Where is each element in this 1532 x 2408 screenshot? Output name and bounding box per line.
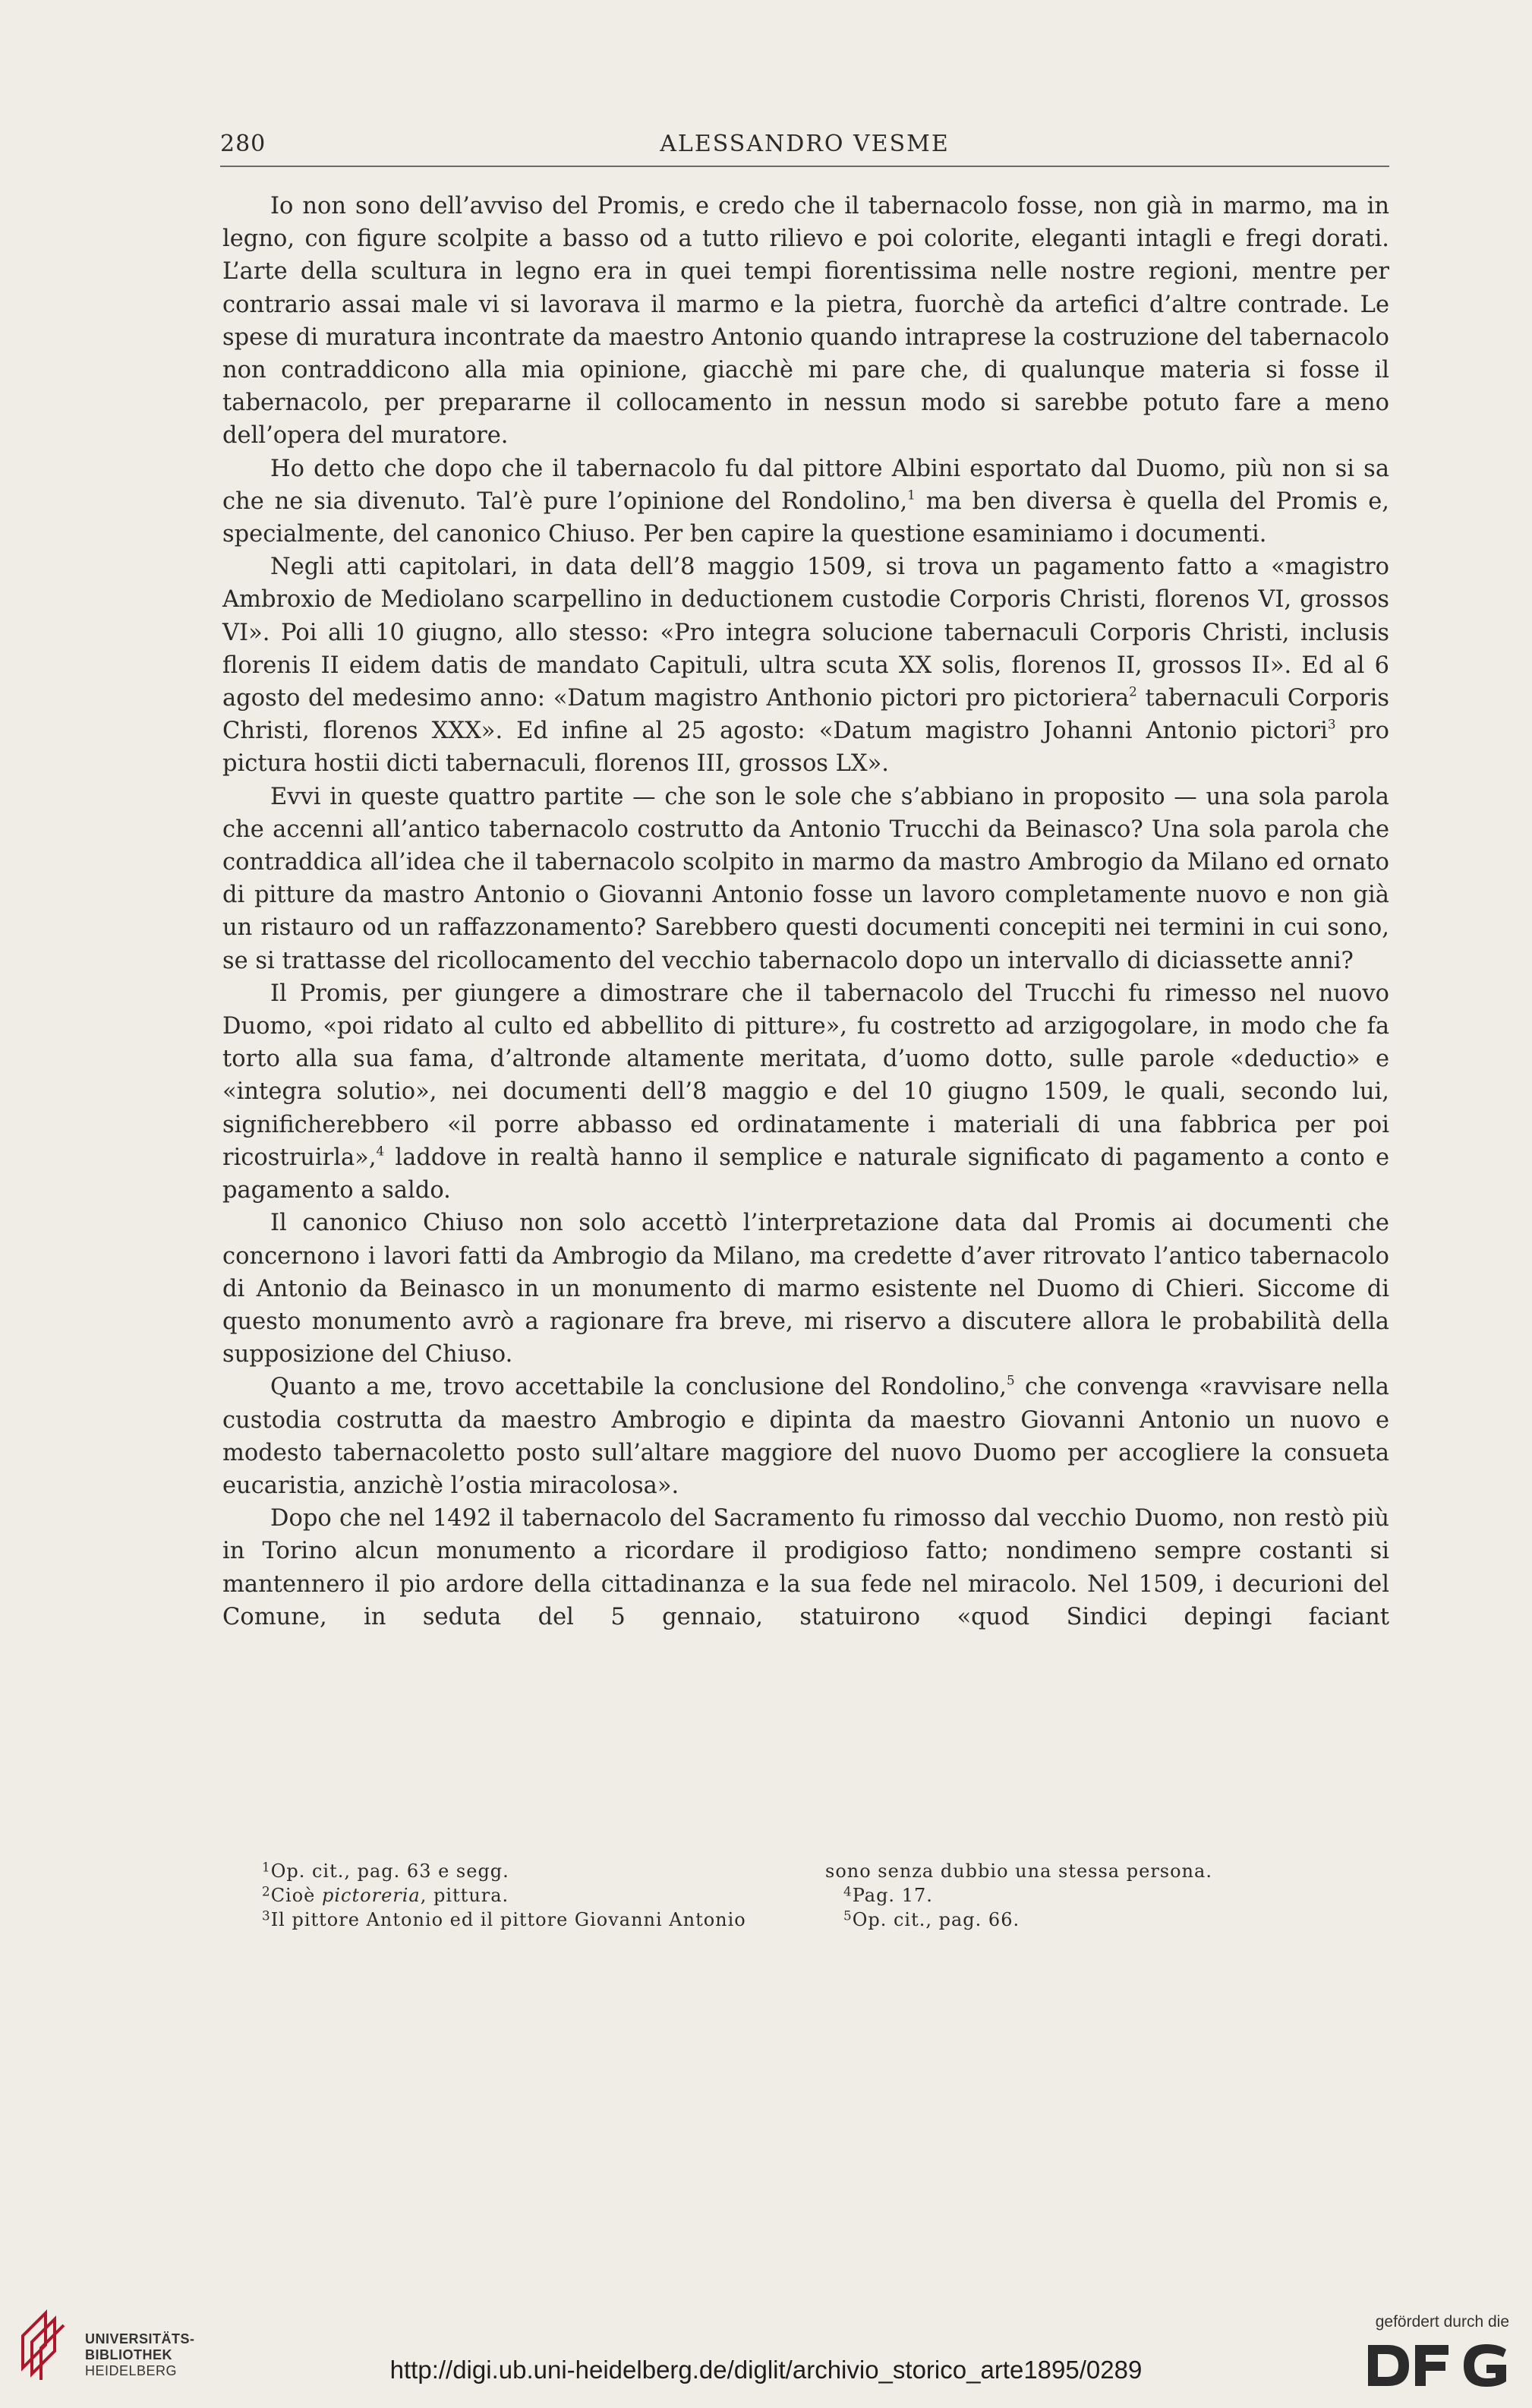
sponsor-text: gefördert durch die <box>1375 2313 1509 2331</box>
footnote: $^3$Il pittore Antonio ed il pittore Giovanni Antonio <box>262 1908 746 1930</box>
paragraph: Ho detto che dopo che il tabernacolo fu dal pittore Albini esportato dal Duomo, più non si sa che ne sia divenuto. Tal’è pure l’opinione del Rondolino,$^1$ ma ben diversa è quella del Promis e, specialmente, del canonico Chiuso. Per ben capire la questione esaminiamo i documenti. <box>222 455 1389 548</box>
page-header <box>220 128 1389 167</box>
digitization-footer <box>0 2301 1532 2408</box>
paragraph: Negli atti capitolari, in data dell’8 maggio 1509, si trova un pagamento fatto a «magistro Ambroxio de Mediolano scarpellino in deductionem custodie Corporis Christi, florenos VI, grossos VI». Poi alli 10 giugno, allo stesso: «Pro integra solucione tabernaculi Corporis Christi, inclusis florenis II eidem datis de mandato Capituli, ultra scuta XX solis, florenos II, grossos II». Ed al 6 agosto del medesimo anno: «Datum magistro Anthonio pictori pro pictoriera$^2$ tabernaculi Corporis Christi, florenos XXX». Ed infine al 25 agosto: «Datum magistro Johanni Antonio pictori$^3$ pro pictura hostii dicti tabernaculi, florenos III, grossos LX». <box>222 554 1389 778</box>
body-text <box>222 190 1389 1633</box>
footnote: $^2$Cioè pictoreria, pittura. <box>262 1883 509 1906</box>
paragraph: Evvi in queste quattro partite — che son le sole che s’abbiano in proposito — una sola parola che accenni all’antico tabernacolo costrutto da Antonio Trucchi da Beinasco? Una sola parola che contraddica all’idea che il tabernacolo scolpito in marmo da mastro Ambrogio da Milano ed ornato di pitture da mastro Antonio o Giovanni Antonio fosse un lavoro completamente nuovo e non già un ristauro od un raffazzonamento? Sarebbero questi documenti concepiti nei termini in cui sono, se si trattasse del ricollocamento del vecchio tabernacolo dopo un intervallo di diciassette anni? <box>222 783 1389 974</box>
footnote-ref: 3 <box>1327 716 1336 732</box>
footnote: $^1$Op. cit., pag. 63 e segg. <box>262 1859 509 1882</box>
footnote: $^4$Pag. 17. <box>843 1883 933 1906</box>
paragraph: Il canonico Chiuso non solo accettò l’interpretazione data dal Promis ai documenti che concernono i lavori fatti da Ambrogio da Milano, ma credette d’aver ritrovato l’antico tabernacolo di Antonio da Beinasco in un monumento di marmo esistente nel Duomo di Chieri. Siccome di questo monumento avrò a ragionare fra breve, mi riservo a discutere allora le probabilità della supposizione del Chiuso. <box>222 1210 1389 1368</box>
footnote-ref: 5 <box>1006 1372 1015 1388</box>
page-number: 280 <box>220 131 266 157</box>
footnotes-right-column <box>825 1859 1319 1932</box>
running-title: ALESSANDRO VESME <box>660 131 950 157</box>
paragraph: Il Promis, per giungere a dimostrare che il tabernacolo del Trucchi fu rimesso nel nuovo Duomo, «poi ridato al culto ed abbellito di pitture», fu costretto ad arzigogolare, in modo che fa torto alla sua fama, d’altronde altamente meritata, d’uomo dotto, sulle parole «deductio» e «integra solutio», nei documenti dell’8 maggio e del 10 giugno 1509, le quali, secondo lui, significherebbero «il porre abbasso ed ordinatamente i materiali di una fabbrica per poi ricostruirla»,$^4$ laddove in realtà hanno il semplice e naturale significato di pagamento a conto e pagamento a saldo. <box>222 980 1389 1204</box>
footnote: $^5$Op. cit., pag. 66. <box>843 1908 1020 1930</box>
footnote-ref: 1 <box>907 487 916 503</box>
footnotes-left-column <box>262 1859 755 1932</box>
footnote-continuation: sono senza dubbio una stessa persona. <box>825 1860 1212 1882</box>
paragraph: Quanto a me, trovo accettabile la conclusione del Rondolino,$^5$ che convenga «ravvisare nella custodia costrutta da maestro Ambrogio e dipinta da maestro Giovanni Antonio un nuovo e modesto tabernacoletto posto sull’altare maggiore del nuovo Duomo per accogliere la consueta eucaristia, anzichè l’ostia miracolosa». <box>222 1372 1389 1499</box>
paragraph: Io non sono dell’avviso del Promis, e credo che il tabernacolo fosse, non già in marmo, ma in legno, con figure scolpite a basso od a tutto rilievo e poi colorite, eleganti intagli e fregi dorati. L’arte della scultura in legno era in quei tempi fiorentissima nelle nostre regioni, mentre per contrario assai male vi si lavorava il marmo e la pietra, fuorchè da artefici d’altre contrade. Le spese di muratura incontrate da maestro Antonio quando intraprese la costruzione del tabernacolo non contraddicono alla mia opinione, giacchè mi pare che, di qualunque materia si fosse il tabernacolo, per prepararne il collocamento in nessun modo si sarebbe potuto fare a meno dell’opera del muratore. <box>222 193 1389 450</box>
paragraph: Dopo che nel 1492 il tabernacolo del Sacramento fu rimosso dal vecchio Duomo, non restò più in Torino alcun monumento a ricordare il prodigioso fatto; nondimeno sempre costanti si mantennero il pio ardore della cittadinanza e la sua fede nel miracolo. Nel 1509, i decurioni del Comune, in seduta del 5 gennaio, statuirono «quod Sindici depingi faciant <box>222 1505 1389 1630</box>
footnote-ref: 2 <box>1129 683 1137 699</box>
footnote-ref: 4 <box>376 1143 385 1159</box>
sponsor <box>1335 2313 1509 2392</box>
permalink[interactable]: http://digi.ub.uni-heidelberg.de/diglit/archivio_storico_arte1895/0289 <box>389 2356 1143 2384</box>
library-name: UNIVERSITÄTS- BIBLIOTHEK HEIDELBERG <box>85 2331 195 2378</box>
dfg-logo-icon[interactable] <box>1365 2342 1509 2389</box>
svg-text:DFG: DFG <box>1365 2342 1367 2343</box>
